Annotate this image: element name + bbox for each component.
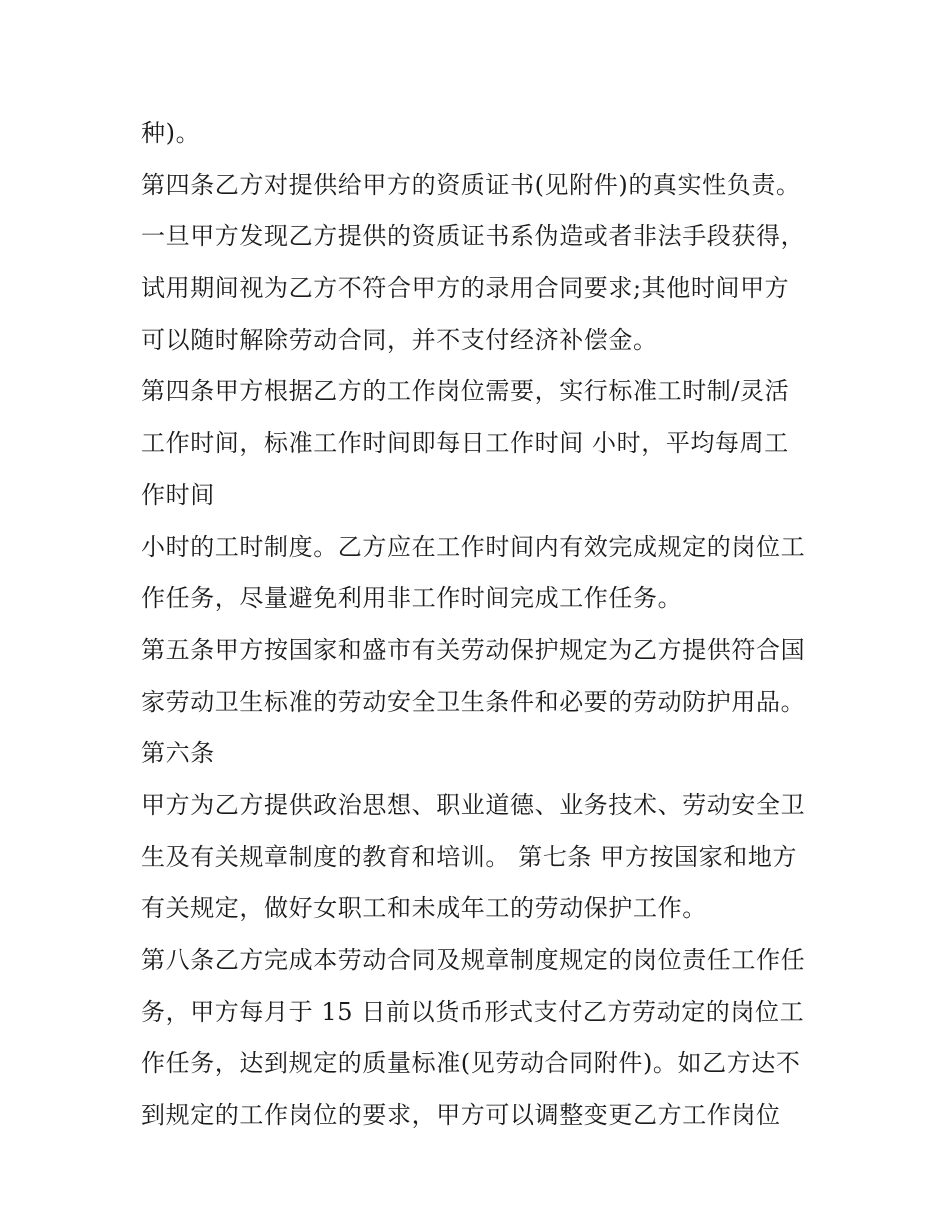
text-line: 第六条 <box>141 739 215 768</box>
text-line: 作任务，达到规定的质量标准(见劳动合同附件)。如乙方达不 <box>141 1049 801 1078</box>
text-line: 有关规定，做好女职工和未成年工的劳动保护工作。 <box>141 894 707 923</box>
text-line: 生及有关规章制度的教育和培训。 第七条 甲方按国家和地方 <box>141 842 798 871</box>
text-line: 小时的工时制度。乙方应在工作时间内有效完成规定的岗位工 <box>141 532 806 561</box>
text-line: 作时间 <box>141 480 215 509</box>
text-line: 第八条乙方完成本劳动合同及规章制度规定的岗位责任工作任 <box>141 946 806 974</box>
text-line: 可以随时解除劳动合同，并不支付经济补偿金。 <box>141 325 658 354</box>
text-line: 家劳动卫生标准的劳动安全卫生条件和必要的劳动防护用品。 <box>141 687 806 716</box>
text-line: 甲方为乙方提供政治思想、职业道德、业务技术、劳动安全卫 <box>141 790 806 819</box>
text-line: 作任务，尽量避免利用非工作时间完成工作任务。 <box>141 584 683 613</box>
text-line: 工作时间，标准工作时间即每日工作时间 小时，平均每周工 <box>141 429 789 458</box>
text-line: 一旦甲方发现乙方提供的资质证书系伪造或者非法手段获得， <box>141 222 806 251</box>
text-line: 到规定的工作岗位的要求，甲方可以调整变更乙方工作岗位 <box>141 1101 781 1130</box>
text-line: 第四条乙方对提供给甲方的资质证书(见附件)的真实性负责。 <box>141 170 801 199</box>
text-line: 种)。 <box>141 119 201 147</box>
text-line: 务，甲方每月于 15 日前以货币形式支付乙方劳动定的岗位工 <box>141 997 805 1026</box>
text-line: 第五条甲方按国家和盛市有关劳动保护规定为乙方提供符合国 <box>141 635 806 664</box>
contract-text-body <box>141 108 821 1142</box>
text-line: 第四条甲方根据乙方的工作岗位需要，实行标准工时制/灵活 <box>141 377 790 406</box>
text-line: 试用期间视为乙方不符合甲方的录用合同要求;其他时间甲方 <box>141 274 790 303</box>
